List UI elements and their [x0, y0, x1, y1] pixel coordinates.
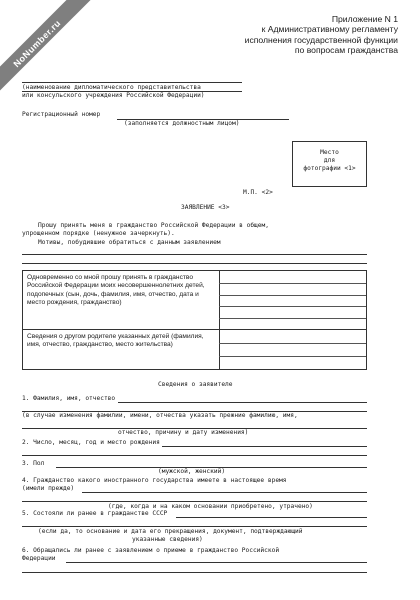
appendix-line-3: исполнения государственной функции [244, 34, 398, 45]
table-row-2-text: Сведения о другом родителе указанных детей (фамилия, имя, отчество, гражданство, место жительства) [27, 333, 204, 349]
appendix-header [208, 14, 398, 56]
table-row-2-line-a [219, 343, 366, 344]
photo-label-2: для [323, 157, 336, 164]
reg-number-label: Регистрационный номер [22, 111, 101, 118]
applicant-section-title: Сведения о заявителе [158, 381, 233, 388]
q5-hint-1: (если да, то основание и дата его прекращения, документ, подтверждающий [38, 528, 303, 535]
q6-line-b [22, 572, 367, 573]
table-row-1-line-d [219, 318, 366, 319]
children-table [22, 270, 367, 370]
q4-line-b [22, 501, 367, 502]
q4-line-1: 4. Гражданство какого иностранного государства имеете в настоящее время [22, 477, 287, 484]
embassy-line-top [22, 82, 242, 83]
table-row-divider [23, 329, 366, 330]
q1-label: 1. Фамилия, имя, отчество [22, 395, 116, 402]
q6-line [66, 562, 367, 563]
table-row-1-line-b [219, 295, 366, 296]
motives-line-1 [22, 254, 367, 255]
motives-line-2 [22, 263, 367, 264]
stamp-place: М.П. <2> [243, 189, 273, 196]
q5-line [176, 517, 367, 518]
photo-placeholder [292, 141, 367, 187]
q3-label: 3. Пол [22, 460, 45, 467]
statement-p1-line1: Прошу принять меня в гражданство Российской Федерации в общем, [38, 222, 269, 229]
table-row-1-line-c [219, 306, 366, 307]
reg-number-hint: (заполняется должностным лицом) [124, 120, 240, 127]
q4-hint: (где, когда и на каком основании приобретено, утрачено) [108, 503, 313, 510]
statement-p1-line2: упрощенном порядке (ненужное зачеркнуть). [22, 230, 175, 237]
table-row-2-line-b [219, 356, 366, 357]
q5-line-b [22, 526, 367, 527]
q2-line [162, 446, 367, 447]
q6-line-2: Федерации [22, 555, 56, 562]
watermark-text: NoNumber.ru [11, 17, 63, 70]
appendix-line-2: к Административному регламенту [261, 24, 398, 35]
embassy-label-1: (наименование дипломатического представительства [22, 84, 201, 91]
statement-motives: Мотивы, побудившие обратиться с данным заявлением [38, 239, 221, 246]
q1-note-2: отчество, причину и дату изменения) [118, 429, 249, 436]
q2-label: 2. Число, месяц, год и место рождения [22, 439, 160, 446]
q5-label: 5. Состояли ли ранее в гражданстве СССР [22, 510, 168, 517]
table-row-1-text: Одновременно со мной прошу принять в гражданство Российской Федерации моих несовершеннолетних детей, подопечных (сын, дочь, фамилия, имя, отчество, дата и место рождения, гражданство) [27, 274, 205, 307]
photo-label-3: фотографии <1> [303, 165, 356, 172]
statement-title: ЗАЯВЛЕНИЕ <3> [181, 204, 230, 211]
embassy-label-2: или консульского учреждения Российской Федерации) [22, 92, 205, 99]
q4-line [82, 492, 367, 493]
appendix-line-1: Приложение N 1 [331, 14, 398, 24]
q6-line-1: 6. Обращались ли ранее с заявлением о приеме в гражданство Российской [22, 547, 280, 554]
q1-note-1: (в случае изменения фамилии, имени, отчества указать прежние фамилию, имя, [22, 412, 298, 419]
q3-hint: (мужской, женский) [158, 468, 226, 475]
table-col-divider [219, 271, 220, 369]
photo-label-1: Место [320, 149, 339, 156]
q2-line-2 [22, 455, 367, 456]
appendix-line-4: по вопросам гражданства [294, 45, 398, 56]
q1-line [118, 402, 367, 403]
q4-line-2: (имели прежде) [22, 485, 75, 492]
q5-hint-2: указанные сведения) [132, 536, 203, 543]
table-row-1-line-a [219, 283, 366, 284]
